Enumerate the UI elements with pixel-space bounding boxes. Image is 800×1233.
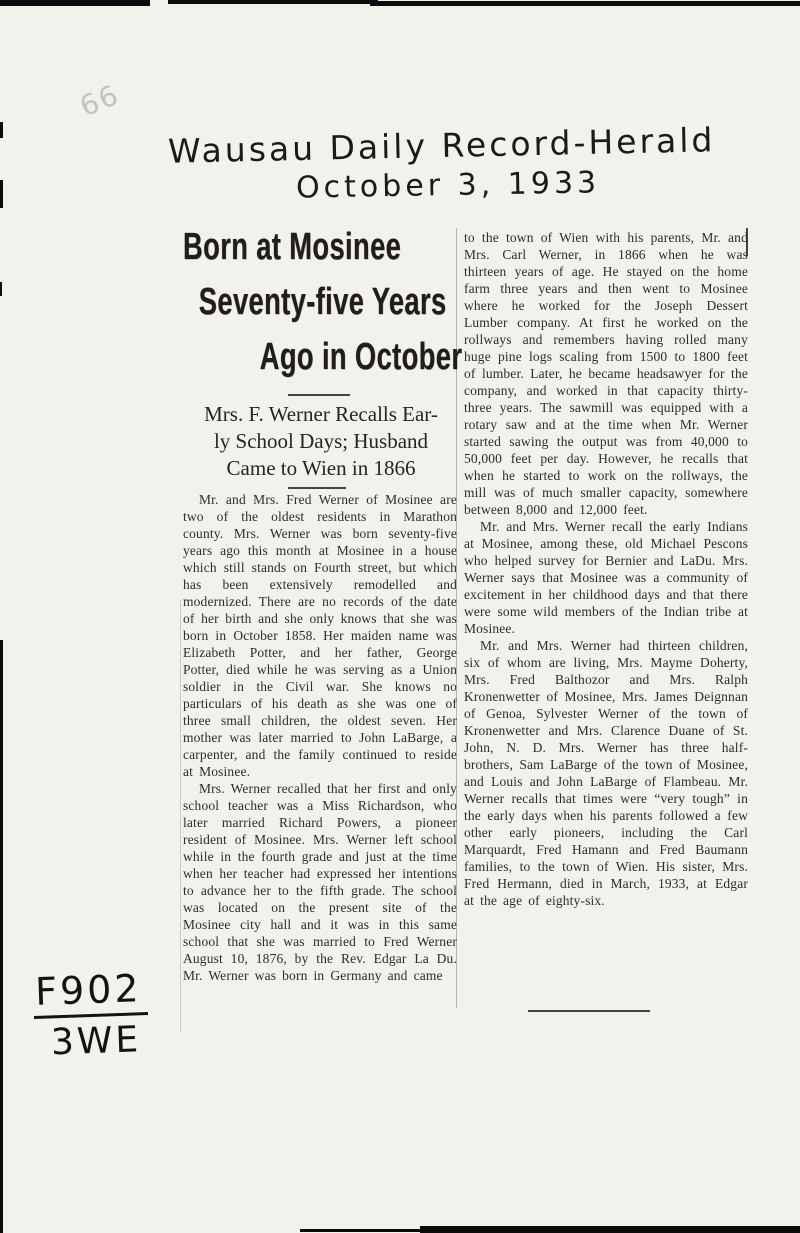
archive-code-line-2: 3WE [50,1019,142,1064]
scan-edge-top-middle [168,0,378,4]
paragraph: Mrs. Werner recalled that her first and only school teacher was a Miss Richardson, who later married Richard Powers, a pioneer resident of Mosinee. Mrs. Werner left school while in the fourth grade and just at the time when her teacher had expressed her intentions to advance her to the fifth grade. The school was located on the present site of the Mosinee city hall and it was in this same school that she was married to Fred Werner August 10, 1876, by the Rev. Edgar La Du. Mr. Werner was born in Germany and came [183,781,457,983]
scan-edge-top-left [0,0,150,6]
paragraph: to the town of Wien with his parents, Mr. and Mrs. Carl Werner, in 1866 when he was thirteen years of age. He stayed on the home farm three years and then went to Mosinee where he worked for the Joseph Dessert Lumber company. At first he worked on the rollways and remembers having rolled many huge pine logs scaling from 1500 to 1800 feet of lumber. Later, he became headsawyer for the company, and worked in that capacity thirty-three years. The sawmill was equipped with a rotary saw and at the time when Mr. Werner started sawing the output was from 40,000 to 50,000 feet per day. However, he recalls that when he started to work on the rollways, the mill was of much smaller capacity, somewhere between 8,000 and 12,000 feet. [464,230,748,517]
handwritten-archive-code [32,966,150,1064]
article-right-column [464,229,748,909]
article-subheadline [180,401,462,482]
subheadline-top-rule [288,394,350,396]
scan-edge-bottom [300,1229,430,1232]
subheadline-line-2: ly School Days; Husband [213,429,429,453]
scan-edge-top-right [370,1,800,6]
paragraph: Mr. and Mrs. Werner had thirteen children, six of whom are living, Mrs. Mayme Doherty, Mrs. Fred Balthozor and Mrs. Ralph Kronenwetter of Mosinee, Mrs. James Deignnan of Genoa, Sylvester Werner of the town of Kronenwetter and Mrs. Clarence Duane of St. John, N. D. Mrs. Werner has three half-brothers, Sam LaBarge of the town of Mosinee, and Louis and John LaBarge of Flambeau. Mr. Werner recalls that times were “very tough” in the early days when his parents followed a few other early pioneers, including the Carl Marquardt, Fred Hamann and Fred Baumann families, to the town of Wien. His sister, Mrs. Fred Hermann, died in March, 1933, at Edgar at the age of eighty-six. [464,638,748,908]
subheadline-line-1: Mrs. F. Werner Recalls Ear- [204,402,438,426]
paragraph: Mr. and Mrs. Fred Werner of Mosinee are two of the oldest residents in Marathon county. Mrs. Werner was born seventy-five years ago this month at Mosinee in a house which still stands on Fourth street, but which has been extensively remodelled and modernized. There are no records of the date of her birth and she only knows that she was born in October 1858. Her maiden name was Elizabeth Potter, and her father, George Potter, died while he was serving as a Union soldier in the Civil war. She knows no particulars of his death as she was one of three small children, the oldest seven. Her mother was later married to John LaBarge, a carpenter, and the family continued to reside at Mosinee. [183,492,457,779]
headline-line-2: Seventy-five Years [198,281,447,323]
scan-edge-left-mark [0,282,2,296]
handwritten-publication-date: October 3, 1933 [295,165,601,206]
article-headline [183,220,462,385]
subheadline-bottom-rule [288,487,346,489]
scan-edge-left-mark [0,180,3,208]
pencil-annotation: 66 [75,77,125,124]
article-end-rule [528,1010,650,1012]
scan-edge-left-line [0,640,3,1233]
headline-line-3: Ago in October [259,336,463,378]
scan-edge-bottom [420,1226,800,1233]
scan-edge-left-mark [0,122,3,138]
subheadline-line-3: Came to Wien in 1866 [226,456,416,480]
headline-line-1: Born at Mosinee [183,226,402,268]
left-column-edge-rule [180,600,181,1032]
paragraph: Mr. and Mrs. Werner recall the early Indians at Mosinee, among these, old Michael Pescons who helped survey for Bernier and LaDu. Mrs. Werner says that Mosinee was a community of excitement in her childhood days and that there were some wild members of the Indian tribe at Mosinee. [464,519,748,636]
article-left-column [183,491,457,984]
handwritten-publication-title: Wausau Daily Record-Herald [167,120,716,171]
archive-code-line-1: F902 [32,966,148,1019]
